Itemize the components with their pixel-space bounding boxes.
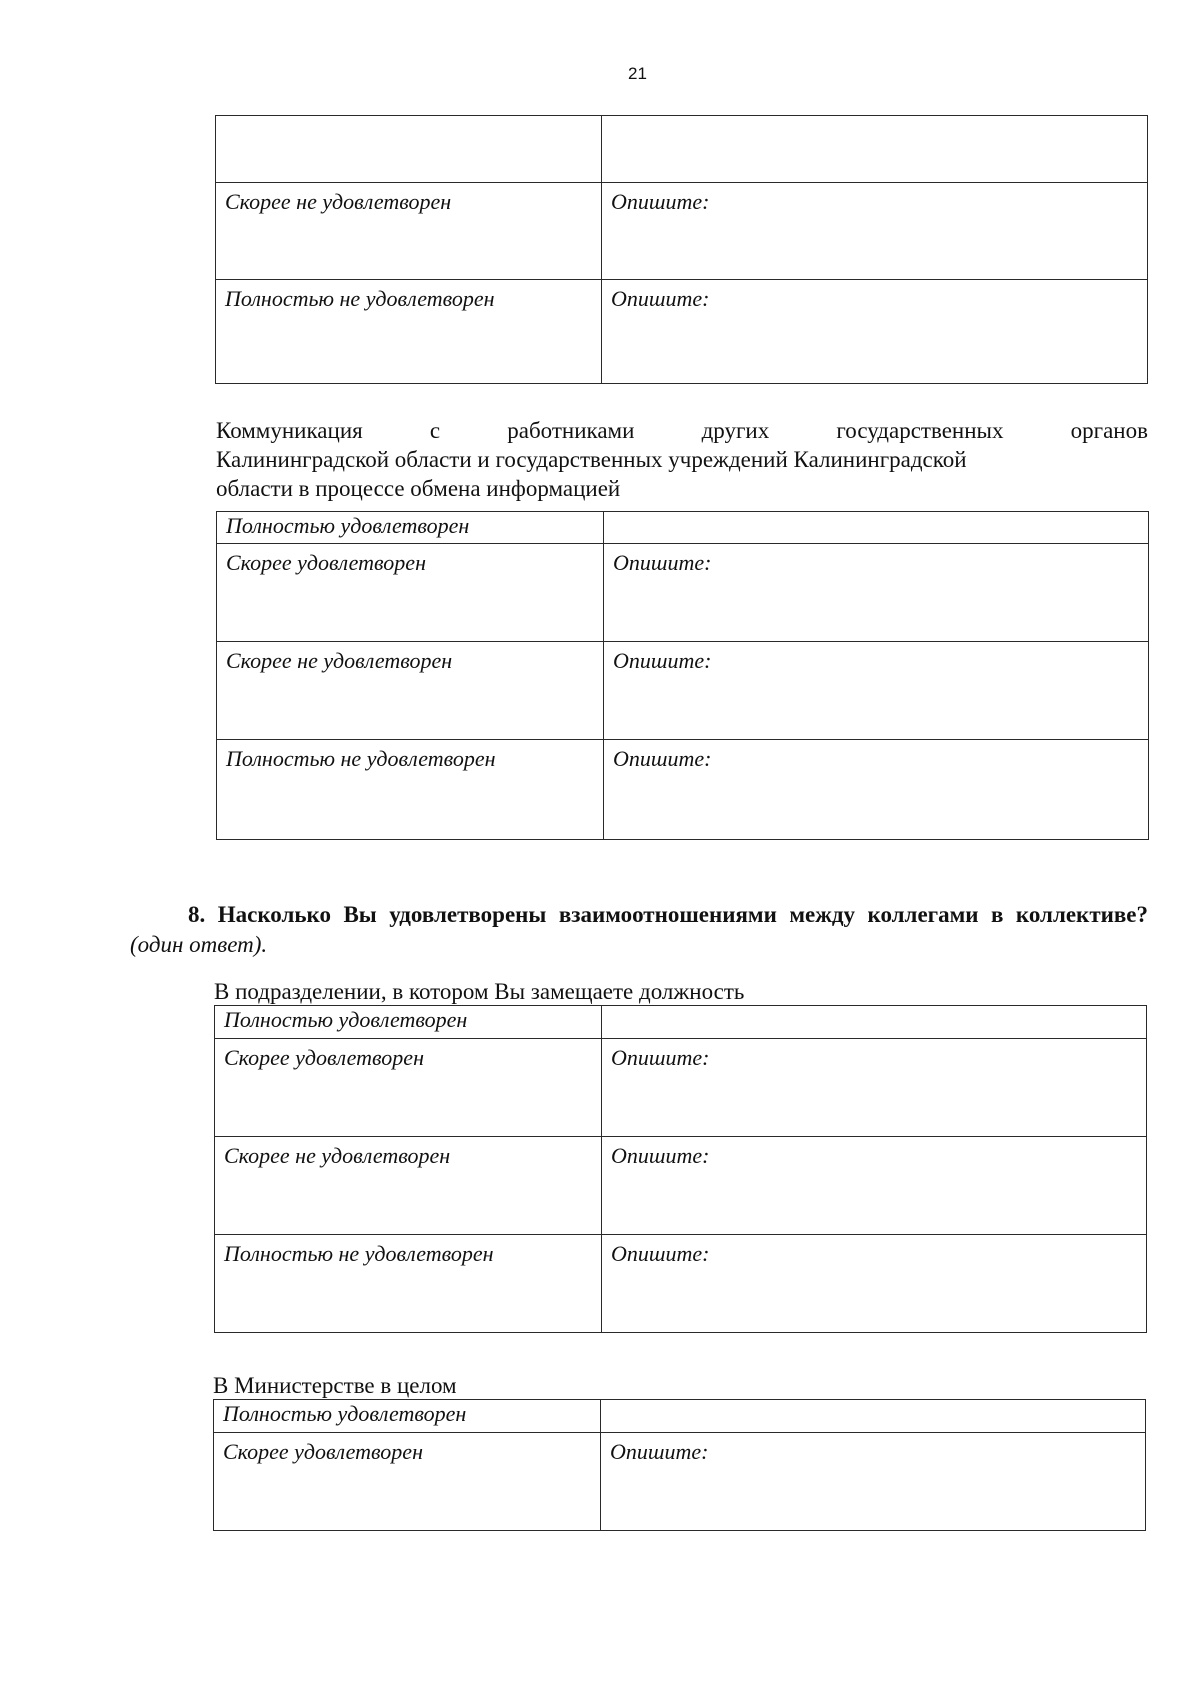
caption-line-1 — [216, 416, 1148, 445]
table-row — [215, 1235, 1147, 1333]
table-row — [216, 183, 1148, 280]
caption-word: работниками — [507, 418, 635, 443]
caption-word: Коммуникация — [216, 418, 363, 443]
option-label: Скорее не удовлетворен — [215, 1137, 602, 1235]
option-label: Полностью не удовлетворен — [216, 280, 602, 384]
table-row — [216, 280, 1148, 384]
question-8-hint: (один ответ). — [130, 932, 268, 957]
question-8-text: 8. Насколько Вы удовлетворены взаимоотношениями между коллегами в коллективе? — [188, 902, 1148, 927]
table-row — [215, 1006, 1147, 1039]
option-label: Полностью удовлетворен — [214, 1400, 601, 1433]
table-row — [215, 1039, 1147, 1137]
table-row — [217, 740, 1149, 840]
option-label: Скорее не удовлетворен — [216, 183, 602, 280]
describe-field[interactable] — [601, 1400, 1146, 1433]
table-row — [214, 1400, 1146, 1433]
table-row — [217, 544, 1149, 642]
describe-field[interactable]: Опишите: — [604, 740, 1149, 840]
table-row — [214, 1433, 1146, 1531]
caption-line-2: Калининградской области и государственных учреждений Калининградской — [216, 447, 967, 472]
table-row — [217, 642, 1149, 740]
department-table — [214, 1005, 1147, 1333]
describe-field[interactable]: Опишите: — [602, 1039, 1147, 1137]
describe-field[interactable]: Опишите: — [601, 1433, 1146, 1531]
table-row — [217, 512, 1149, 544]
caption-word: других — [701, 418, 770, 443]
ministry-caption: В Министерстве в целом — [213, 1373, 457, 1398]
describe-field[interactable]: Опишите: — [604, 544, 1149, 642]
describe-field[interactable] — [604, 512, 1149, 544]
caption-word: с — [429, 418, 441, 443]
describe-field[interactable]: Опишите: — [602, 280, 1148, 384]
describe-field[interactable] — [602, 116, 1148, 183]
option-label: Полностью не удовлетворен — [217, 740, 604, 840]
option-label: Скорее не удовлетворен — [217, 642, 604, 740]
describe-field[interactable]: Опишите: — [604, 642, 1149, 740]
describe-field[interactable]: Опишите: — [602, 1235, 1147, 1333]
option-label: Полностью удовлетворен — [217, 512, 604, 544]
describe-field[interactable] — [602, 1006, 1147, 1039]
table-row — [215, 1137, 1147, 1235]
caption-word: органов — [1070, 418, 1148, 443]
describe-field[interactable]: Опишите: — [602, 183, 1148, 280]
option-label: Скорее удовлетворен — [215, 1039, 602, 1137]
communication-caption — [216, 416, 1148, 503]
department-caption: В подразделении, в котором Вы замещаете должность — [214, 979, 745, 1004]
option-label: Скорее удовлетворен — [214, 1433, 601, 1531]
communication-table — [216, 511, 1149, 840]
ministry-table — [213, 1399, 1146, 1531]
caption-word: государственных — [836, 418, 1004, 443]
describe-field[interactable]: Опишите: — [602, 1137, 1147, 1235]
table-row — [216, 116, 1148, 183]
option-label: Полностью удовлетворен — [215, 1006, 602, 1039]
option-label — [216, 116, 602, 183]
option-label: Полностью не удовлетворен — [215, 1235, 602, 1333]
question-8 — [130, 900, 1148, 960]
page-number: 21 — [628, 64, 647, 83]
top-satisfaction-table — [215, 115, 1148, 384]
option-label: Скорее удовлетворен — [217, 544, 604, 642]
caption-line-3: области в процессе обмена информацией — [216, 476, 621, 501]
